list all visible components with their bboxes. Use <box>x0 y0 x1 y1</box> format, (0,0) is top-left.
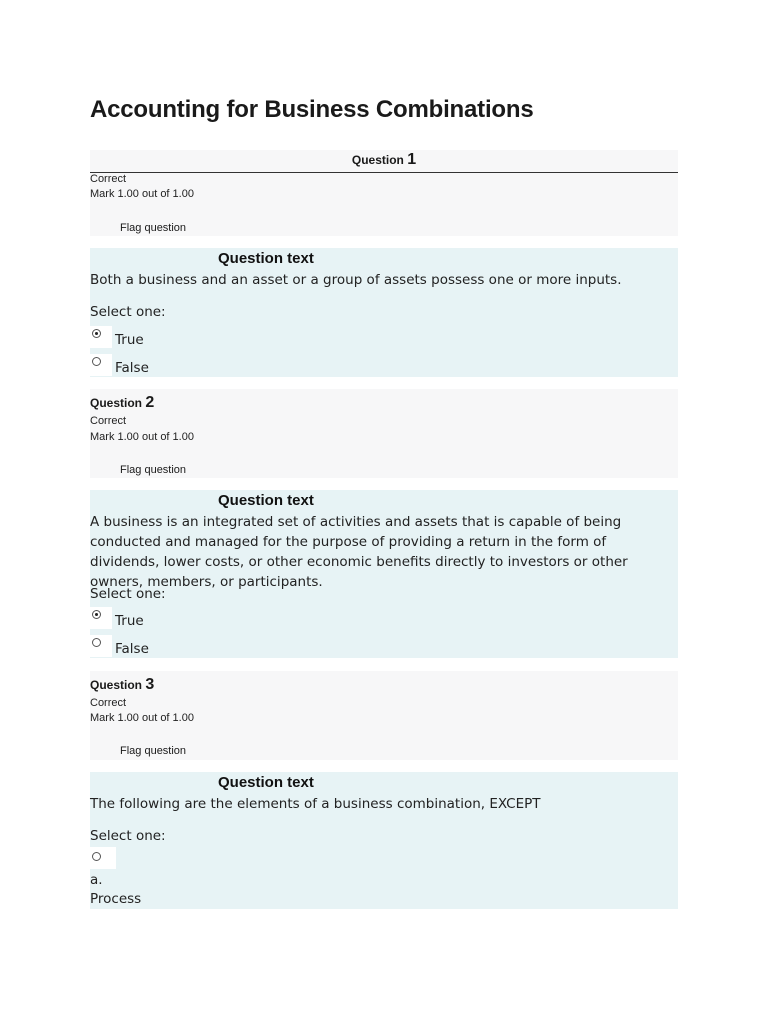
question-2-number: Question 2 <box>90 394 155 411</box>
option-label: True <box>115 332 144 348</box>
radio-box <box>90 607 112 629</box>
question-1-info <box>90 150 678 236</box>
radio-box <box>90 354 112 376</box>
question-2-text-label: Question text <box>218 492 314 509</box>
question-1-body <box>90 248 678 377</box>
question-3-status: Correct <box>90 697 127 709</box>
question-3-option-a[interactable] <box>90 847 290 907</box>
option-letter: a. <box>90 872 103 888</box>
radio-selected-icon[interactable] <box>92 329 101 338</box>
option-label: True <box>115 613 144 629</box>
radio-box <box>90 326 112 348</box>
option-label: False <box>115 360 149 376</box>
question-1-heading <box>90 150 678 173</box>
question-2-option-false[interactable] <box>90 635 290 659</box>
radio-unselected-icon[interactable] <box>92 357 101 366</box>
question-1-text-label: Question text <box>218 250 314 267</box>
question-2-mark: Mark 1.00 out of 1.00 <box>90 431 194 443</box>
question-1-select-label: Select one: <box>90 304 166 320</box>
question-2-info <box>90 389 678 478</box>
question-2-flag-link[interactable]: Flag question <box>120 464 187 476</box>
question-3-text: The following are the elements of a business combination, EXCEPT <box>90 796 541 812</box>
question-3-body <box>90 772 678 909</box>
question-1-option-true[interactable] <box>90 326 290 350</box>
question-2-body <box>90 490 678 658</box>
radio-selected-icon[interactable] <box>92 610 101 619</box>
document-title: Accounting for Business Combinations <box>90 96 534 123</box>
radio-unselected-icon[interactable] <box>92 852 101 861</box>
question-2-select-label: Select one: <box>90 586 166 602</box>
question-1-text: Both a business and an asset or a group of assets possess one or more inputs. <box>90 272 622 288</box>
option-label: False <box>115 641 149 657</box>
question-1-flag-link[interactable]: Flag question <box>120 222 187 234</box>
question-1-option-false[interactable] <box>90 354 290 378</box>
question-3-info <box>90 671 678 760</box>
radio-box <box>90 635 112 657</box>
question-1-number: Question 1 <box>351 151 417 168</box>
question-3-mark: Mark 1.00 out of 1.00 <box>90 712 194 724</box>
question-2-text: A business is an integrated set of activities and assets that is capable of being conducted and managed for the purpose of providing a return in the form of dividends, lower costs, or other economic benefits directly to investors or other owners, members, or participants. <box>90 514 628 590</box>
radio-box <box>90 847 116 869</box>
question-3-text-label: Question text <box>218 774 314 791</box>
option-label: Process <box>90 891 142 907</box>
question-3-select-label: Select one: <box>90 828 166 844</box>
question-3-number: Question 3 <box>90 676 155 693</box>
question-2-status: Correct <box>90 415 127 427</box>
question-2-option-true[interactable] <box>90 607 290 631</box>
question-1-mark: Mark 1.00 out of 1.00 <box>90 188 194 200</box>
radio-unselected-icon[interactable] <box>92 638 101 647</box>
question-3-flag-link[interactable]: Flag question <box>120 745 187 757</box>
question-1-status: Correct <box>90 173 127 185</box>
